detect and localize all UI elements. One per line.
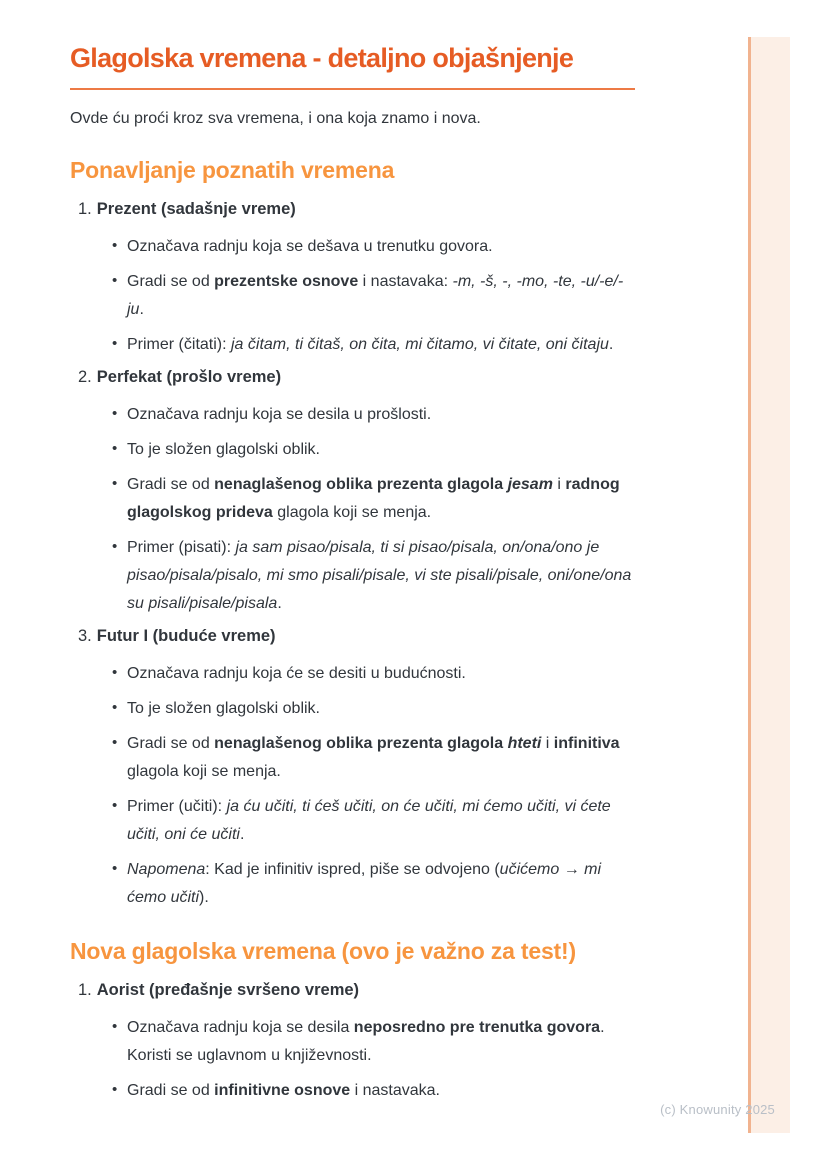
bullet-item [70,471,635,527]
bullet-dot-icon: • [112,699,118,716]
bullet-item [70,401,635,429]
text-run: ). [199,889,209,906]
bullet-dot-icon: • [112,664,118,681]
bullet-item [70,730,635,786]
bullet-list [70,233,635,359]
bullet-list [70,660,635,912]
text-run: i nastavaka: [358,273,453,290]
bullet-item [70,331,635,359]
list-item-heading [78,979,635,1001]
bullet-dot-icon: • [112,440,118,457]
text-run: Napomena [127,861,206,878]
bullet-list [70,401,635,618]
text-run: Označava radnju koja se dešava u trenutku govora. [127,238,493,255]
text-run: ja čitam, ti čitaš, on čita, mi čitamo, vi čitate, oni čitaju [231,336,609,353]
text-run: . [608,336,614,353]
bullet-dot-icon: • [112,405,118,422]
text-run: Primer (čitati): [127,336,231,353]
item-number: 1. [78,200,92,218]
text-run: -m, -š, -, -mo, -te, -u/-e/-ju [127,273,624,318]
text-run: jesam [507,476,553,493]
text-run: radnog glagolskog prideva [127,476,620,521]
text-run: hteti [507,735,542,752]
text-run: neposredno pre trenutka govora [353,1019,601,1036]
item-title: Prezent (sadašnje vreme) [96,200,296,218]
text-run: Označava radnju koja se desila [127,1019,354,1036]
text-run: i [541,735,554,752]
text-run: nenaglašenog oblika prezenta glagola [214,476,504,493]
bullet-item [70,534,635,618]
text-run: : Kad je infinitiv ispred, piše se odvojeno ( [205,861,500,878]
document-content [70,42,635,1112]
text-run: i nastavaka. [350,1082,440,1099]
text-run: ja sam pisao/pisala, ti si pisao/pisala, on/ona/ono je pisao/pisala/pisalo, mi smo pisali/pisale, vi ste pisali/pisale, oni/one/ona su pisali/pisale/pisala [127,539,632,612]
bullet-item [70,1077,635,1105]
bullet-dot-icon: • [112,335,118,352]
decoration-strip [751,37,790,1133]
bullet-item [70,436,635,464]
text-run: nenaglašenog oblika prezenta glagola [214,735,504,752]
text-run: infinitiva [553,735,620,752]
bullet-item [70,660,635,688]
text-run: Primer (učiti): [127,798,227,815]
bullet-dot-icon: • [112,1081,118,1098]
text-run: infinitivne osnove [214,1082,351,1099]
text-run: glagola koji se menja. [127,763,281,780]
bullet-item [70,856,635,912]
bullet-dot-icon: • [112,538,118,555]
text-run: Gradi se od [127,476,215,493]
text-run: Gradi se od [127,1082,215,1099]
text-run: Gradi se od [127,735,215,752]
bullet-item [70,233,635,261]
bullet-dot-icon: • [112,734,118,751]
page-title: Glagolska vremena - detaljno objašnjenje [70,43,574,73]
text-run: . [139,301,144,318]
item-number: 3. [78,627,92,645]
item-title: Futur I (buduće vreme) [96,627,276,645]
bullet-item [70,695,635,723]
text-run: Primer (pisati): [127,539,236,556]
section-heading: Ponavljanje poznatih vremena [70,157,395,183]
text-run: i [552,476,566,493]
text-run: prezentske osnove [214,273,359,290]
list-item-heading [78,625,635,647]
item-title: Perfekat (prošlo vreme) [96,368,282,386]
item-number: 1. [78,981,92,999]
text-run: učićemo → mi ćemo učiti [127,861,602,906]
text-run: Označava radnju koja se desila u prošlosti. [127,406,432,423]
item-title: Aorist (pređašnje svršeno vreme) [96,981,360,999]
bullet-list [70,1014,635,1105]
text-run: To je složen glagolski oblik. [127,441,320,458]
text-run: . [277,595,282,612]
bullet-dot-icon: • [112,1018,118,1035]
text-run: . [239,826,245,843]
text-run: To je složen glagolski oblik. [127,700,320,717]
text-run: Označava radnju koja će se desiti u budućnosti. [127,665,466,682]
decoration-strip-line [748,37,751,1133]
text-run: . Koristi se uglavnom u književnosti. [127,1019,605,1064]
bullet-dot-icon: • [112,797,118,814]
copyright-footer: (c) Knowunity 2025 [660,1102,775,1117]
item-number: 2. [78,368,92,386]
bullet-dot-icon: • [112,475,118,492]
list-item-heading [78,366,635,388]
text-run: glagola koji se menja. [272,504,432,521]
section-heading: Nova glagolska vremena (ovo je važno za test!) [70,938,576,964]
text-run: Gradi se od [127,273,215,290]
bullet-dot-icon: • [112,860,118,877]
list-item-heading [78,198,635,220]
title-divider [70,88,635,90]
bullet-dot-icon: • [112,237,118,254]
intro-text: Ovde ću proći kroz sva vremena, i ona koja znamo i nova. [70,110,481,127]
bullet-item [70,1014,635,1070]
bullet-item [70,793,635,849]
bullet-item [70,268,635,324]
sections-container [70,155,635,1105]
bullet-dot-icon: • [112,272,118,289]
text-run: ja ću učiti, ti ćeš učiti, on će učiti, mi ćemo učiti, vi ćete učiti, oni će učiti [127,798,611,843]
